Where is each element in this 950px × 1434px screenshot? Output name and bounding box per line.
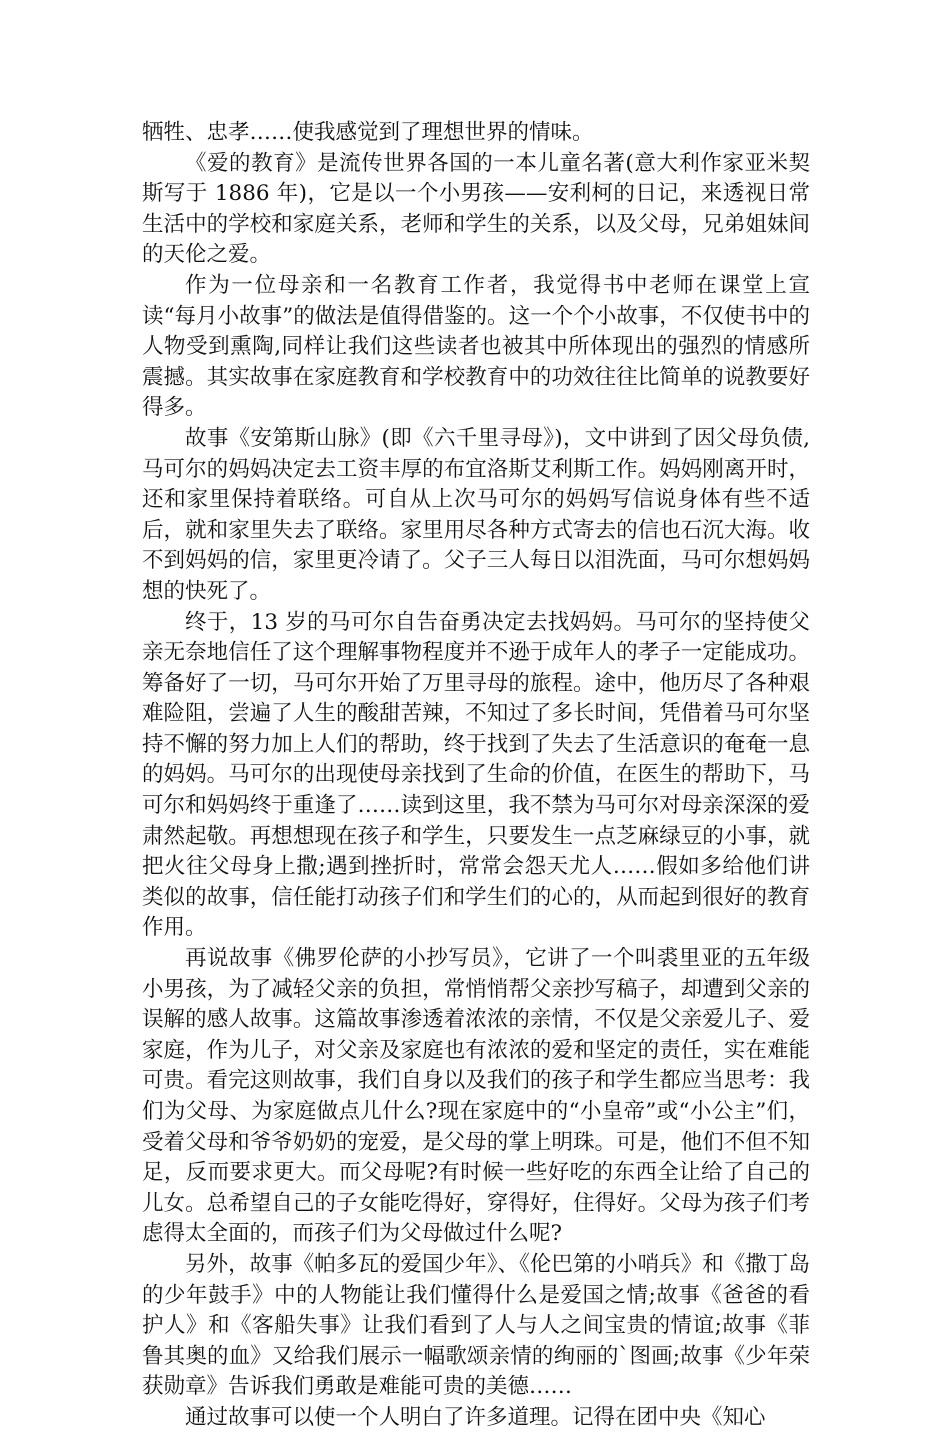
document-body [142, 118, 810, 1434]
paragraph-5: 终于，13 岁的马可尔自告奋勇决定去找妈妈。马可尔的坚持使父亲无奈地信任了这个理解事物程度并不逊于成年人的孝子一定能成功。筹备好了一切，马可尔开始了万里寻母的旅程。途中，他历尽了各种艰难险阻，尝遍了人生的酸甜苦辣，不知过了多长时间，凭借着马可尔坚持不懈的努力加上人们的帮助，终于找到了失去了生活意识的奄奄一息的妈妈。马可尔的出现使母亲找到了生命的价值，在医生的帮助下，马可尔和妈妈终于重逢了……读到这里，我不禁为马可尔对母亲深深的爱肃然起敬。再想想现在孩子和学生，只要发生一点芝麻绿豆的小事，就把火往父母身上撒;遇到挫折时，常常会怨天尤人……假如多给他们讲类似的故事，信任能打动孩子们和学生们的心的，从而起到很好的教育作用。 [142, 609, 810, 941]
paragraph-3: 作为一位母亲和一名教育工作者，我觉得书中老师在课堂上宣读“每月小故事”的做法是值得借鉴的。这一个个小故事，不仅使书中的人物受到熏陶,同样让我们这些读者也被其中所体现出的强烈的情感所震撼。其实故事在家庭教育和学校教育中的功效往往比简单的说教要好得多。 [142, 272, 810, 421]
paragraph-2: 《爱的教育》是流传世界各国的一本儿童名著(意大利作家亚米契斯写于 1886 年)，它是以一个小男孩——安利柯的日记，来透视日常生活中的学校和家庭关系，老师和学生的关系，以及父母，兄弟姐妹间的天伦之爱。 [142, 150, 810, 268]
paragraph-6: 再说故事《佛罗伦萨的小抄写员》，它讲了一个叫裘里亚的五年级小男孩，为了减轻父亲的负担，常悄悄帮父亲抄写稿子，却遭到父亲的误解的感人故事。这篇故事渗透着浓浓的亲情，不仅是父亲爱儿子、爱家庭，作为儿子，对父亲及家庭也有浓浓的爱和坚定的责任，实在难能可贵。看完这则故事，我们自身以及我们的孩子和学生都应当思考：我们为父母、为家庭做点儿什么?现在家庭中的“小皇帝”或“小公主”们，受着父母和爷爷奶奶的宠爱，是父母的掌上明珠。可是，他们不但不知足，反而要求更大。而父母呢?有时候一些好吃的东西全让给了自己的儿女。总希望自己的子女能吃得好，穿得好，住得好。父母为孩子们考虑得太全面的，而孩子们为父母做过什么呢? [142, 946, 810, 1247]
paragraph-4: 故事《安第斯山脉》(即《六千里寻母》)，文中讲到了因父母负债,马可尔的妈妈决定去工资丰厚的布宜洛斯艾利斯工作。妈妈刚离开时，还和家里保持着联络。可自从上次马可尔的妈妈写信说身体有些不适后，就和家里失去了联络。家里用尽各种方式寄去的信也石沉大海。收不到妈妈的信，家里更冷请了。父子三人每日以泪洗面，马可尔想妈妈想的快死了。 [142, 425, 810, 604]
paragraph-1: 牺牲、忠孝……使我感觉到了理想世界的情味。 [142, 120, 594, 145]
paragraph-7: 另外，故事《帕多瓦的爱国少年》、《伦巴第的小哨兵》和《撒丁岛的少年鼓手》中的人物能让我们懂得什么是爱国之情;故事《爸爸的看护人》和《客船失事》让我们看到了人与人之间宝贵的情谊;故事《菲鲁其奥的血》又给我们展示一幅歌颂亲情的绚丽的`图画;故事《少年荣获勋章》告诉我们勇敢是难能可贵的美德…… [142, 1251, 810, 1400]
paragraph-8: 通过故事可以使一个人明白了许多道理。记得在团中央《知心 [185, 1404, 766, 1430]
